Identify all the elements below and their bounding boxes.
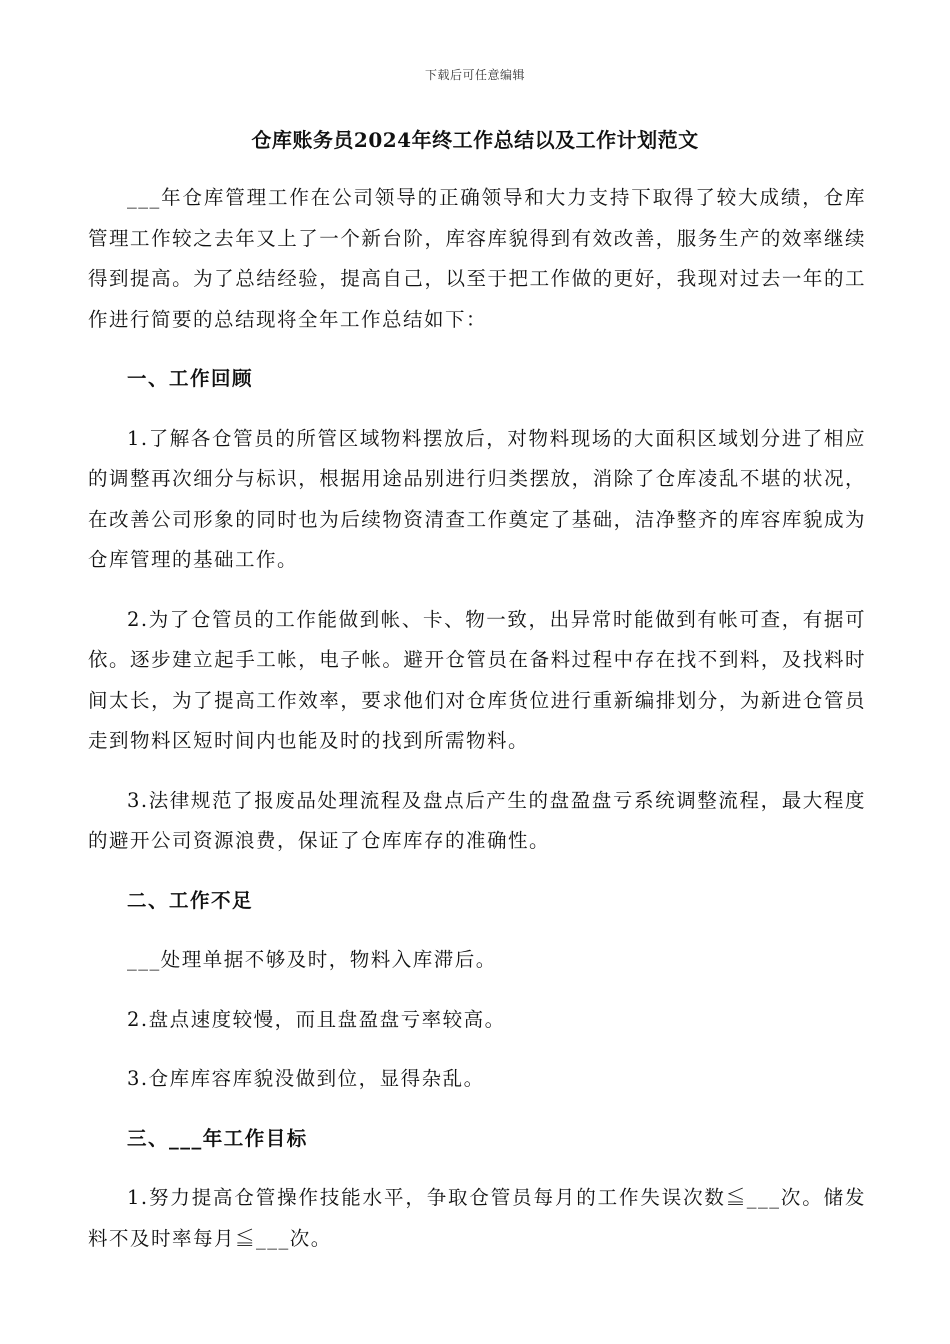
section-heading-review: 一、工作回顾 [127, 367, 254, 390]
review-item-2: 2.为了仓管员的工作能做到帐、卡、物一致，出异常时能做到有帐可查，有据可依。逐步建立起手工帐，电子帐。避开仓管员在备料过程中存在找不到料，及找料时间太长，为了提高工作效率，要求他们对仓库货位进行重新编排划分，为新进仓管员走到物料区短时间内也能及时的找到所需物料。 [88, 607, 866, 752]
section-heading-shortcomings: 二、工作不足 [127, 888, 254, 912]
section-heading-goals: 三、___年工作目标 [127, 1126, 308, 1150]
shortcoming-item-2: 2.盘点速度较慢，而且盘盈盘亏率较高。 [127, 1007, 506, 1031]
review-item-3: 3.法律规范了报废品处理流程及盘点后产生的盘盈盘亏系统调整流程，最大程度的避开公司资源浪费，保证了仓库库存的准确性。 [88, 788, 866, 852]
header-note: 下载后可任意编辑 [424, 68, 525, 82]
review-item-1: 1.了解各仓管员的所管区域物料摆放后，对物料现场的大面积区域划分进了相应的调整再次细分与标识，根据用途品别进行归类摆放，消除了仓库凌乱不堪的状况，在改善公司形象的同时也为后续物资清查工作奠定了基础，洁净整齐的库容库貌成为仓库管理的基础工作。 [88, 426, 866, 571]
intro-paragraph: ___年仓库管理工作在公司领导的正确领导和大力支持下取得了较大成绩，仓库管理工作较之去年又上了一个新台阶，库容库貌得到有效改善，服务生产的效率继续得到提高。为了总结经验，提高自己，以至于把工作做的更好，我现对过去一年的工作进行简要的总结现将全年工作总结如下： [88, 186, 866, 331]
document-body [88, 178, 866, 1259]
shortcoming-item-1: ___处理单据不够及时，物料入库滞后。 [127, 948, 497, 971]
document-title: 仓库账务员2024年终工作总结以及工作计划范文 [251, 128, 699, 152]
goal-item-1: 1.努力提高仓管操作技能水平，争取仓管员每月的工作失误次数≦___次。储发料不及时率每月≦___次。 [88, 1186, 866, 1250]
shortcoming-item-3: 3.仓库库容库貌没做到位，显得杂乱。 [127, 1067, 485, 1090]
